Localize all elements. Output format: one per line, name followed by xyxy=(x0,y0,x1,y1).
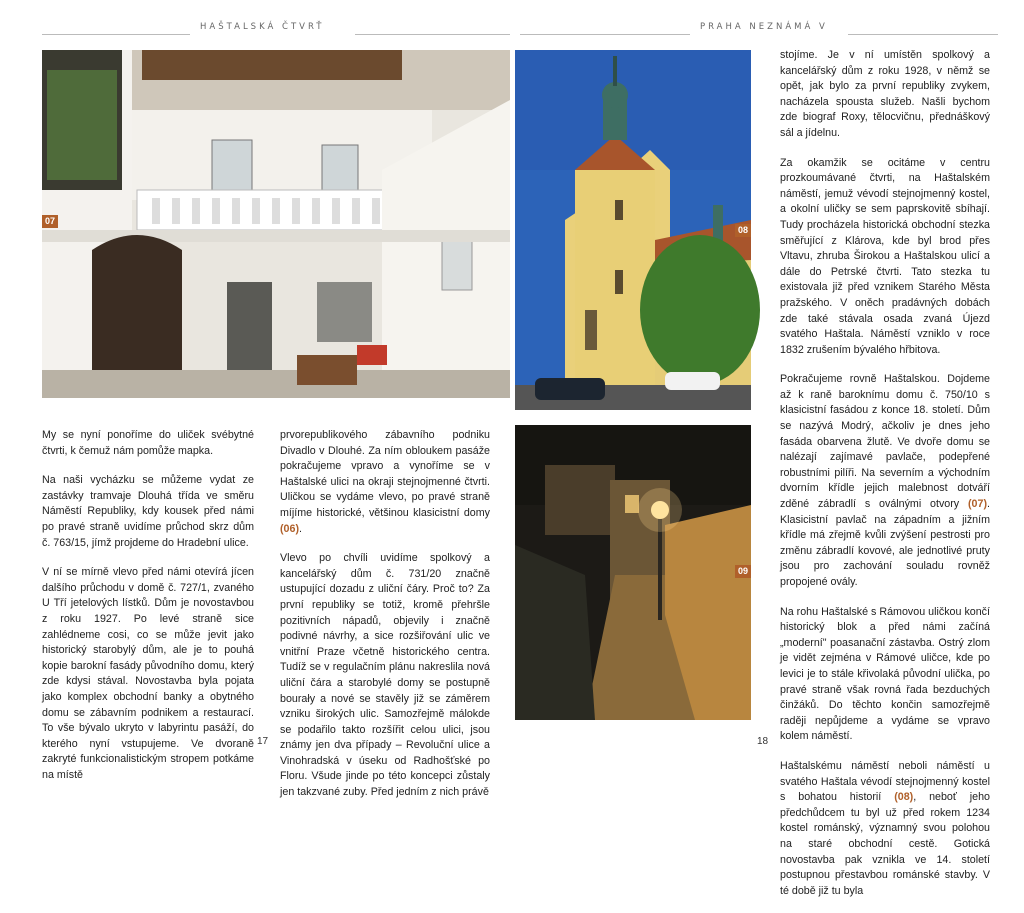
alley-illustration xyxy=(515,425,751,720)
text-column-2 xyxy=(280,428,490,815)
text-column-1 xyxy=(42,428,254,797)
alley-photo xyxy=(515,425,751,720)
running-head-left: HAŠTALSKÁ ČTVRŤ xyxy=(200,22,325,32)
paragraph: Haštalskému náměstí neboli náměstí u svatého Haštala vévodí stejnojmenný kostel s bohatou historií (08), neboť jeho předchůdcem tu byl už před rokem 1234 kostel románský, významný svou polohou na staré obchodní cestě. Gotická novostavba pak vznikla ve 14. století postupnou přestavbou románské stavby. V té době již tu byla xyxy=(780,759,990,897)
courtyard-illustration xyxy=(42,50,510,398)
photo-reference: (07) xyxy=(968,498,988,511)
header-rule-left xyxy=(42,34,190,35)
header-rule-right-2 xyxy=(848,34,998,35)
church-illustration xyxy=(515,50,751,410)
text-column-3 xyxy=(780,48,990,913)
page-number-right: 18 xyxy=(757,736,769,747)
paragraph: Za okamžik se ocitáme v centru prozkoumávané čtvrti, na Haštalském náměstí, jemuž vévodí stejnojmenný kostel, a okolní uličky se sem paprskovitě sbíhají. Tudy procházela historická obchodní stezka směřující z Klárova, kde byl brod přes Vltavu, zhruba Širokou a Haštalskou ulicí a dále do Petrské čtvrti. Tato stezka tu existovala již před vznikem Starého Města pražského. V oněch pradávných dobách zde také stávala osada zvaná Újezd svatého Haštala. Náměstí vzniklo v roce 1832 zrušením bývalého hřbitova. xyxy=(780,156,990,356)
photo-number-08: 08 xyxy=(735,224,751,237)
courtyard-photo xyxy=(42,50,510,398)
page-number-left: 17 xyxy=(257,736,269,747)
paragraph: Na rohu Haštalské s Rámovou uličkou končí historický blok a před námi začíná „moderní" poasanační zástavba. Ostrý zlom je vidět zejména v Rámové uličce, kde po levici je to stále křivolaká původní ulička, po pravé straně však rovná řada bezduchých činžáků. Do těchto končin samozřejmě raději nepůjdeme a vydáme se vpravo kolem náměstí. xyxy=(780,605,990,743)
photo-number-07: 07 xyxy=(42,215,58,228)
header-rule-left-2 xyxy=(355,34,510,35)
paragraph: stojíme. Je v ní umístěn spolkový a kancelářský dům z roku 1928, v němž se opět, jak bylo za první republiky zvykem, nacházela spousta služeb. Našli bychom zde biograf Roxy, tělocvičnu, přednáškový sál a jídelnu. xyxy=(780,49,990,139)
photo-reference: (08) xyxy=(894,791,914,804)
paragraph: prvorepublikového zábavního podniku Divadlo v Dlouhé. Za ním obloukem pasáže pokračujeme vpravo a vynoříme se v Haštalské ulici na okraji stejnojmenné čtvrti. Uličkou se vydáme vlevo, po pravé straně míjíme historické, většinou klasicistní domy (06). xyxy=(280,429,490,535)
paragraph: V ní se mírně vlevo před námi otevírá jícen dalšího průchodu v domě č. 727/1, zvaného U Tří jetelových lístků. Dům je novostavbou z roku 1927. Po levé straně sice zahlédneme cosi, co se může jevit jako historický starobylý dům, ale je to pouhá kopie barokní fasády původního domu, který zde kdysi stával. Novostavba byla pojata jako komplex obchodní banky a obytného domu se zábavním podnikem a restaurací. To vše bývalo ukryto v labyrintu pasáží, do kterého nyní vstupujeme. Ve dvoraně zakryté funkcionalistickým stropem potkáme na místě xyxy=(42,566,254,781)
paragraph: Pokračujeme rovně Haštalskou. Dojdeme až k raně baroknímu domu č. 750/10 s klasicistní fasádou z konce 18. století. Dům se nazývá Modrý, ačkoliv je dnes jeho fasáda obarvena žlutě. Ve dvoře domu se nalézají zajímavé pavlače, podepřené robustními pilíři. Na severním a východním dvorním křídle jejich malebnost dotváří zděné zábradlí s oválnými otvory (07). Klasicistní pavlač na západním a jižním křídle má zřejmě kvůli zvýšení pestrosti pro změnu zábradlí kovové, ale jednotlivé pruty jsou pro zachování souladu rovněž propojené ovály. xyxy=(780,373,990,588)
photo-number-09: 09 xyxy=(735,565,751,578)
paragraph: Na naši vycházku se můžeme vydat ze zastávky tramvaje Dlouhá třída ve směru Náměstí Republiky, kdy kousek před námi po pravé straně uvidíme průchod skrz dům č. 763/15, jímž projdeme do Hradební ulice. xyxy=(42,474,254,549)
header-rule-right xyxy=(520,34,690,35)
running-head-right: PRAHA NEZNÁMÁ V xyxy=(700,22,828,32)
church-photo xyxy=(515,50,751,410)
paragraph: Vlevo po chvíli uvidíme spolkový a kancelářský dům č. 731/20 značně ustupující dozadu z uliční čáry. Proč to? Za první republiky se totiž, kromě přehršle pozitivních nápadů, objevily i značně podivné návrhy, a sice rozšiřování ulic ve vnitřní Praze včetně historického centra. Tudíž se v regulačním plánu nakreslila nová uliční čára a starobylé domy se postupně bourały a nové se stavěly již se záměrem vzniku širokých ulic. Samozřejmě málokde se podařilo takto rozšířit celou ulici, jsou známy jen dva případy – Revoluční ulice a Vinohradská v úseku od Radhošťské po Floru. Všude jinde po této koncepci zůstaly jen takzvané zuby. Před jedním z nich právě xyxy=(280,552,490,799)
photo-reference: (06) xyxy=(280,522,300,535)
paragraph: My se nyní ponoříme do uliček svébytné čtvrti, k čemuž nám pomůže mapka. xyxy=(42,429,254,457)
